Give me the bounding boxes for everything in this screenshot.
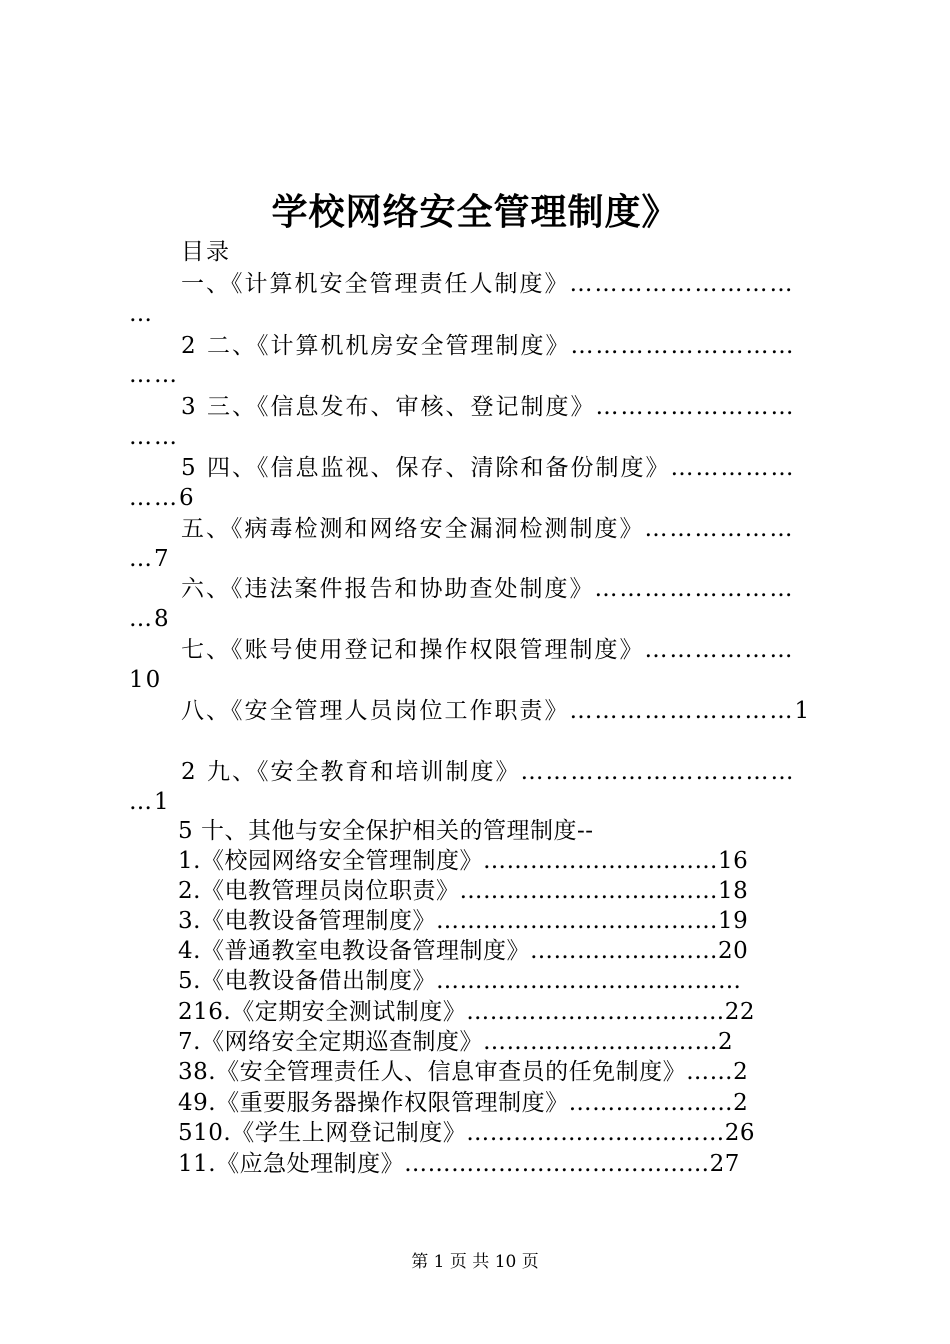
toc-line: 5 四、《信息监视、保存、清除和备份制度》……………	[181, 455, 796, 481]
toc-line: 五、《病毒检测和网络安全漏洞检测制度》………………	[181, 516, 795, 542]
toc-line: …7	[129, 546, 171, 572]
toc-line: 2 二、《计算机机房安全管理制度》………………………	[181, 333, 796, 359]
toc-line: ……	[129, 424, 179, 450]
toc-line: 2.《电教管理员岗位职责》……………………………18	[178, 878, 749, 904]
toc-line: 一、《计算机安全管理责任人制度》………………………	[181, 271, 795, 297]
toc-line: 216.《定期安全测试制度》……………………………22	[178, 999, 755, 1025]
toc-line: 510.《学生上网登记制度》……………………………26	[178, 1120, 755, 1146]
toc-line: …8	[129, 606, 171, 632]
toc-line: 六、《违法案件报告和协助查处制度》……………………	[181, 576, 795, 602]
toc-line: 5 十、其他与安全保护相关的管理制度--	[178, 818, 594, 844]
toc-line: 49.《重要服务器操作权限管理制度》…………………2	[178, 1090, 749, 1116]
toc-line: 3 三、《信息发布、审核、登记制度》……………………	[181, 394, 796, 420]
toc-line: ……	[129, 362, 179, 388]
page-footer: 第 1 页 共 10 页	[411, 1252, 539, 1272]
toc-line: 2 九、《安全教育和培训制度》……………………………	[181, 759, 796, 785]
toc-line: 38.《安全管理责任人、信息审查员的任免制度》……2	[178, 1059, 749, 1085]
toc-line: 七、《账号使用登记和操作权限管理制度》………………	[181, 637, 795, 663]
toc-line: …1	[129, 789, 171, 815]
toc-line: 7.《网络安全定期巡查制度》…………………………2	[178, 1029, 734, 1055]
toc-line: 10	[129, 667, 163, 693]
toc-line: 5.《电教设备借出制度》…………………………………	[178, 968, 742, 994]
toc-line: 11.《应急处理制度》…………………………………27	[178, 1151, 740, 1177]
toc-heading: 目录	[181, 239, 231, 265]
toc-line: ……6	[129, 485, 196, 511]
toc-line: 八、《安全管理人员岗位工作职责》………………………1	[181, 698, 812, 724]
toc-line: 1.《校园网络安全管理制度》…………………………16	[178, 848, 749, 874]
toc-line: 3.《电教设备管理制度》………………………………19	[178, 908, 749, 934]
toc-line: …	[129, 301, 154, 327]
toc-line: 4.《普通教室电教设备管理制度》……………………20	[178, 938, 749, 964]
document-title: 学校网络安全管理制度》	[271, 191, 679, 233]
